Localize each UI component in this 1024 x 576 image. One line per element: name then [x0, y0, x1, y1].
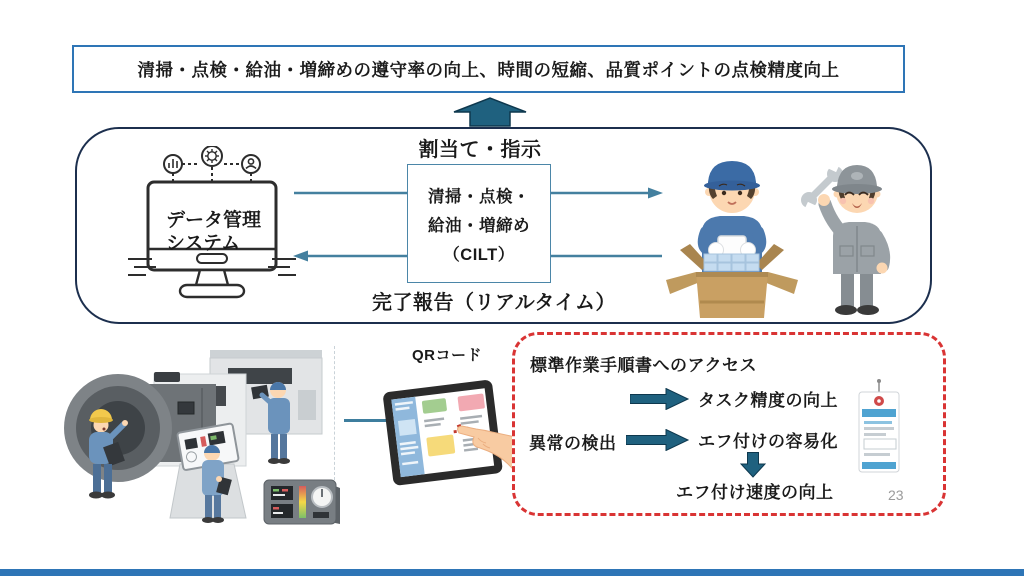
image-border-dashed-line: [334, 346, 335, 480]
control-panel: [264, 480, 340, 524]
right-block-arrow-icon-2: [626, 429, 690, 451]
cilt-line-2: 給油・増締め: [428, 216, 530, 235]
tag-ease-label: エフ付けの容易化: [698, 432, 838, 451]
cilt-line-3: （CILT）: [443, 245, 515, 264]
up-block-arrow-icon: [448, 96, 532, 128]
goal-banner-text: 清掃・点検・給油・増締めの遵守率の向上、時間の短縮、品質ポイントの点検精度向上: [137, 59, 840, 80]
down-block-arrow-icon: [740, 452, 766, 478]
worker-wrench-illustration: [793, 148, 921, 320]
assign-label: 割当て・指示: [418, 139, 542, 161]
system-label-line1: データ管理: [166, 210, 262, 231]
cilt-line-1: 清掃・点検・: [428, 187, 530, 206]
cilt-task-box: [407, 164, 551, 283]
cardboard-box: [666, 244, 798, 318]
qr-code-label: QRコード: [412, 347, 483, 364]
page-number: 23: [888, 487, 904, 503]
report-label: 完了報告（リアルタイム）: [372, 292, 616, 314]
right-block-arrow-icon-1: [630, 388, 690, 410]
data-system-monitor-illustration: [126, 146, 298, 308]
system-label-line2: システム: [166, 233, 241, 254]
anomaly-label: 異常の検出: [529, 434, 617, 453]
sop-access-label: 標準作業手順書へのアクセス: [530, 356, 757, 375]
tablet-hand-illustration: [380, 380, 520, 506]
monitor-top-icons: [164, 146, 260, 182]
tag-speed-label: エフ付け速度の向上: [676, 483, 834, 502]
inspection-tag-illustration: [852, 378, 908, 480]
task-accuracy-label: タスク精度の向上: [698, 391, 838, 410]
goal-banner: [72, 45, 905, 93]
worker-packing-illustration: [658, 140, 806, 322]
slide-bottom-accent-bar: [0, 569, 1024, 576]
factory-inspection-illustration: [62, 332, 342, 528]
